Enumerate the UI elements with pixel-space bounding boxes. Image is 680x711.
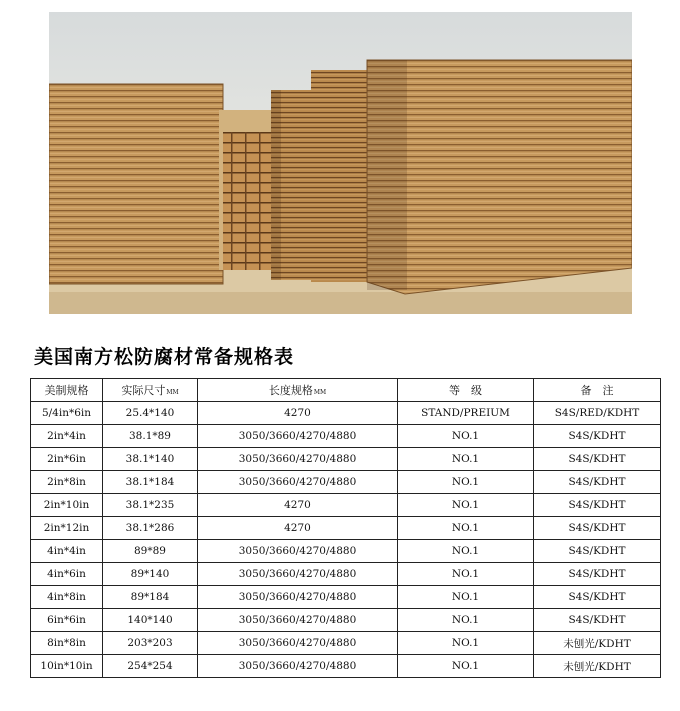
lumber-stacks-illustration [49,12,632,314]
page-title: 美国南方松防腐材常备规格表 [34,346,295,368]
length-cell: 3050/3660/4270/4880 [198,609,398,632]
length-cell: 3050/3660/4270/4880 [198,425,398,448]
table-row [31,448,661,471]
us-spec-cell: 2in*8in [31,471,103,494]
header-us-spec: 美制规格 [31,379,103,402]
table-row [31,425,661,448]
actual-size-cell: 140*140 [103,609,198,632]
grade-cell: NO.1 [398,655,534,678]
grade-cell: NO.1 [398,494,534,517]
grade-cell: NO.1 [398,448,534,471]
grade-cell: NO.1 [398,632,534,655]
actual-size-cell: 203*203 [103,632,198,655]
remarks-cell: S4S/KDHT [534,517,661,540]
header-length-spec: 长度规格MM [198,379,398,402]
actual-size-cell: 89*184 [103,586,198,609]
remarks-cell: S4S/KDHT [534,540,661,563]
header-row [31,379,661,402]
grade-cell: NO.1 [398,471,534,494]
length-cell: 3050/3660/4270/4880 [198,540,398,563]
table-row [31,540,661,563]
grade-cell: NO.1 [398,540,534,563]
table-row [31,655,661,678]
actual-size-cell: 38.1*89 [103,425,198,448]
remarks-cell: 未刨光/KDHT [534,655,661,678]
table-row [31,563,661,586]
us-spec-cell: 6in*6in [31,609,103,632]
table-row [31,471,661,494]
actual-size-cell: 89*140 [103,563,198,586]
table-row [31,402,661,425]
us-spec-cell: 2in*4in [31,425,103,448]
remarks-cell: S4S/KDHT [534,425,661,448]
remarks-cell: S4S/KDHT [534,494,661,517]
length-cell: 3050/3660/4270/4880 [198,563,398,586]
actual-size-cell: 38.1*184 [103,471,198,494]
table-row [31,586,661,609]
grade-cell: NO.1 [398,563,534,586]
lumber-photo [49,12,632,314]
remarks-cell: 未刨光/KDHT [534,632,661,655]
us-spec-cell: 4in*8in [31,586,103,609]
grade-cell: NO.1 [398,517,534,540]
us-spec-cell: 2in*10in [31,494,103,517]
table-row [31,494,661,517]
length-cell: 4270 [198,494,398,517]
remarks-cell: S4S/KDHT [534,609,661,632]
us-spec-cell: 8in*8in [31,632,103,655]
table-row [31,632,661,655]
length-cell: 3050/3660/4270/4880 [198,448,398,471]
remarks-cell: S4S/KDHT [534,563,661,586]
length-cell: 3050/3660/4270/4880 [198,471,398,494]
us-spec-cell: 4in*4in [31,540,103,563]
table-row [31,517,661,540]
spec-table [30,378,661,678]
actual-size-cell: 38.1*286 [103,517,198,540]
table-row [31,609,661,632]
grade-cell: NO.1 [398,586,534,609]
length-cell: 4270 [198,517,398,540]
length-cell: 3050/3660/4270/4880 [198,586,398,609]
grade-cell: NO.1 [398,609,534,632]
actual-size-cell: 89*89 [103,540,198,563]
actual-size-cell: 254*254 [103,655,198,678]
header-remarks: 备 注 [534,379,661,402]
grade-cell: NO.1 [398,425,534,448]
remarks-cell: S4S/KDHT [534,471,661,494]
header-actual-size: 实际尺寸MM [103,379,198,402]
us-spec-cell: 10in*10in [31,655,103,678]
length-cell: 3050/3660/4270/4880 [198,632,398,655]
actual-size-cell: 38.1*140 [103,448,198,471]
actual-size-cell: 38.1*235 [103,494,198,517]
header-grade: 等 级 [398,379,534,402]
length-cell: 4270 [198,402,398,425]
us-spec-cell: 2in*12in [31,517,103,540]
us-spec-cell: 4in*6in [31,563,103,586]
us-spec-cell: 2in*6in [31,448,103,471]
remarks-cell: S4S/KDHT [534,448,661,471]
spec-table-body [31,402,661,678]
actual-size-cell: 25.4*140 [103,402,198,425]
grade-cell: STAND/PREIUM [398,402,534,425]
remarks-cell: S4S/RED/KDHT [534,402,661,425]
us-spec-cell: 5/4in*6in [31,402,103,425]
remarks-cell: S4S/KDHT [534,586,661,609]
length-cell: 3050/3660/4270/4880 [198,655,398,678]
